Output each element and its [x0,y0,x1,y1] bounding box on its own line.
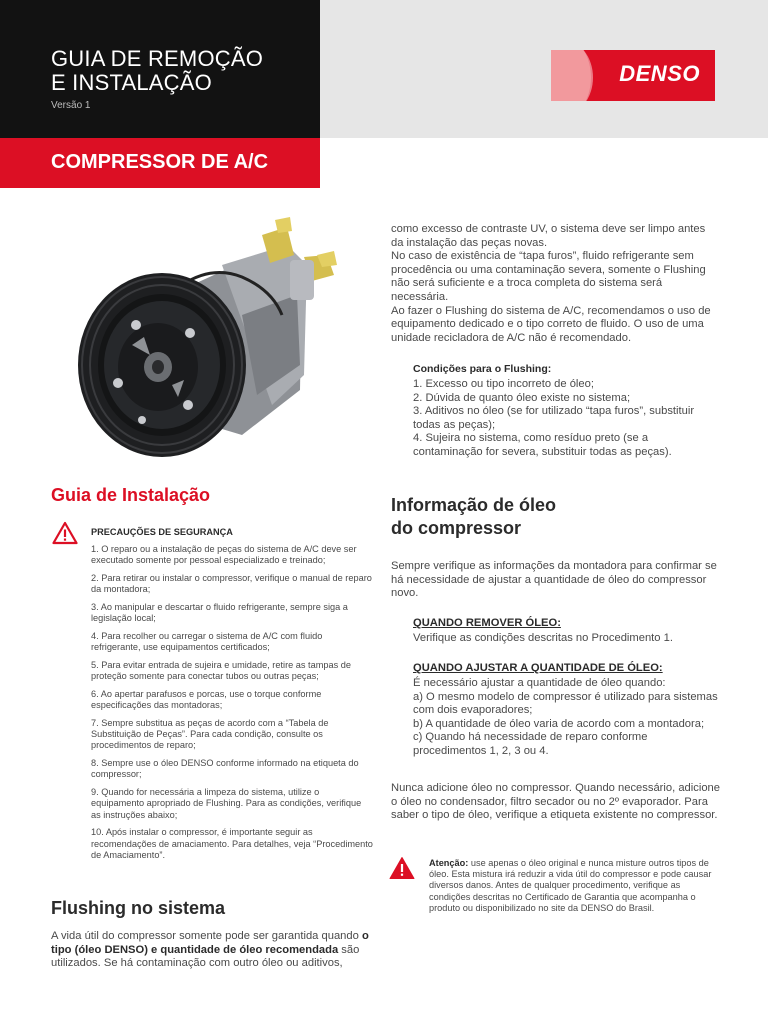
installation-heading: Guia de Instalação [51,485,211,505]
oil-remove-section [413,617,723,646]
oil-never-add-text: Nunca adicione óleo no compressor. Quando necessário, adicione o óleo no condensador, filtro secador ou no 2º evaporador. Para saber o tipo de óleo, verifique a etiqueta existente no compressor. [391,782,720,822]
oil-remove-text: Verifique as condições descritas no Procedimento 1. [413,632,673,644]
list-item: 3. Aditivos no óleo (se for utilizado “tapa furos”, substituir todas as peças); [413,405,695,431]
list-item: 5. Para evitar entrada de sujeira e umidade, retire as tampas de proteção somente para conectar tubos ou outras peças; [91,660,351,682]
flushing-intro [51,930,373,971]
list-item: 8. Sempre use o óleo DENSO conforme informado na etiqueta do compressor; [91,758,359,780]
list-item: 1. O reparo ou a instalação de peças do sistema de A/C deve ser executado somente por pessoal especializado e treinado; [91,544,357,566]
oil-info-heading [391,494,711,540]
list-item: 3. Ao manipular e descartar o fluido refrigerante, sempre siga a legislação local; [91,602,348,624]
list-item: 1. Excesso ou tipo incorreto de óleo; [413,378,594,390]
oil-info-heading-line1: Informação de óleo [391,495,557,515]
oil-adjust-title: QUANDO AJUSTAR A QUANTIDADE DE ÓLEO: [413,662,663,674]
list-item: 9. Quando for necessária a limpeza do sistema, utilize o equipamento apropriado de Flushing. Para as condições, verifique as instruções abaixo; [91,787,362,820]
attention-text: use apenas o óleo original e nunca misture outros tipos de óleo. Esta mistura irá reduzir a vida útil do compressor e pode causar diversos danos. Antes de qualquer procedimento, verifique as condições descritas no Certificado de Garantia que acompanha o produto ou disponibilizado no site da DENSO do Brasil. [429,858,712,913]
list-item: c) Quando há necessidade de reparo conforme procedimentos 1, 2, 3 ou 4. [413,731,648,757]
list-item: 10. Após instalar o compressor, é importante seguir as recomendações de amaciamento. Para detalhes, veja “Procedimento de Amaciamento”. [91,827,373,860]
list-item: a) O mesmo modelo de compressor é utilizado para sistemas com dois evaporadores; [413,690,718,717]
warning-filled-icon [389,856,415,880]
oil-adjust-section [413,662,723,759]
list-item: 7. Sempre substitua as peças de acordo com a “Tabela de Substituição de Peças”. Para cada condição, consulte os procedimentos de reparo; [91,718,329,751]
document-version: Versão 1 [51,100,91,111]
flushing-conditions-title: Condições para o Flushing: [413,363,552,375]
compressor-image [72,215,372,473]
attention-note [429,858,719,914]
oil-remove-title: QUANDO REMOVER ÓLEO: [413,617,561,629]
oil-info-intro: Sempre verifique as informações da montadora para confirmar se há necessidade de ajustar a quantidade de óleo do compressor novo. [391,560,717,600]
document-title-line1: GUIA DE REMOÇÃO [51,46,264,71]
list-item: b) A quantidade de óleo varia de acordo com a montadora; [413,717,705,730]
oil-info-heading-line2: do compressor [391,518,522,538]
flushing-heading: Flushing no sistema [51,898,226,918]
safety-precautions-list [91,544,373,868]
list-item: 2. Para retirar ou instalar o compressor, verifique o manual de reparo da montadora; [91,573,372,595]
oil-adjust-intro: É necessário ajustar a quantidade de óleo quando: [413,677,666,689]
flushing-equipment-text: Ao fazer o Flushing do sistema de A/C, recomendamos o uso de equipamento dedicado e o tipo correto de fluido. O uso de uma unidade recicladora de A/C não é recomendado. [391,304,711,344]
list-item: 6. Ao apertar parafusos e porcas, use o torque conforme especificações das montadoras; [91,689,322,711]
denso-logo-wordmark: DENSO [619,61,700,86]
denso-logo [551,50,715,101]
flushing-intro-text: A vida útil do compressor somente pode ser garantida quando [51,930,362,942]
flushing-continuation [391,223,719,345]
flushing-sealant-text: No caso de existência de “tapa furos”, fluido refrigerante sem procedência ou uma contaminação severa, somente o Flushing não será suficiente e a troca completa do sistema será necessária. [391,250,706,303]
attention-label: Atenção: [429,858,469,868]
list-item: 4. Para recolher ou carregar o sistema de A/C com fluido refrigerante, use equipamentos certificados; [91,631,323,653]
flushing-continuation-text: como excesso de contraste UV, o sistema deve ser limpo antes da instalação das peças novas. [391,223,706,249]
product-title: COMPRESSOR DE A/C [51,151,269,173]
list-item: 2. Dúvida de quanto óleo existe no sistema; [413,391,631,404]
flushing-intro-text-end: são utilizados. Se há contaminação com outro óleo ou aditivos, [51,943,360,970]
flushing-intro-emphasis: o tipo (óleo DENSO) e quantidade de óleo recomendada [51,930,369,956]
list-item: 4. Sujeira no sistema, como resíduo preto (se a contaminação for severa, substituir todas as peças). [413,432,672,458]
document-title-line2: E INSTALAÇÃO [51,70,212,95]
warning-icon [52,521,78,545]
safety-precautions-title: PRECAUÇÕES DE SEGURANÇA [91,527,233,537]
flushing-conditions-list [413,378,713,460]
